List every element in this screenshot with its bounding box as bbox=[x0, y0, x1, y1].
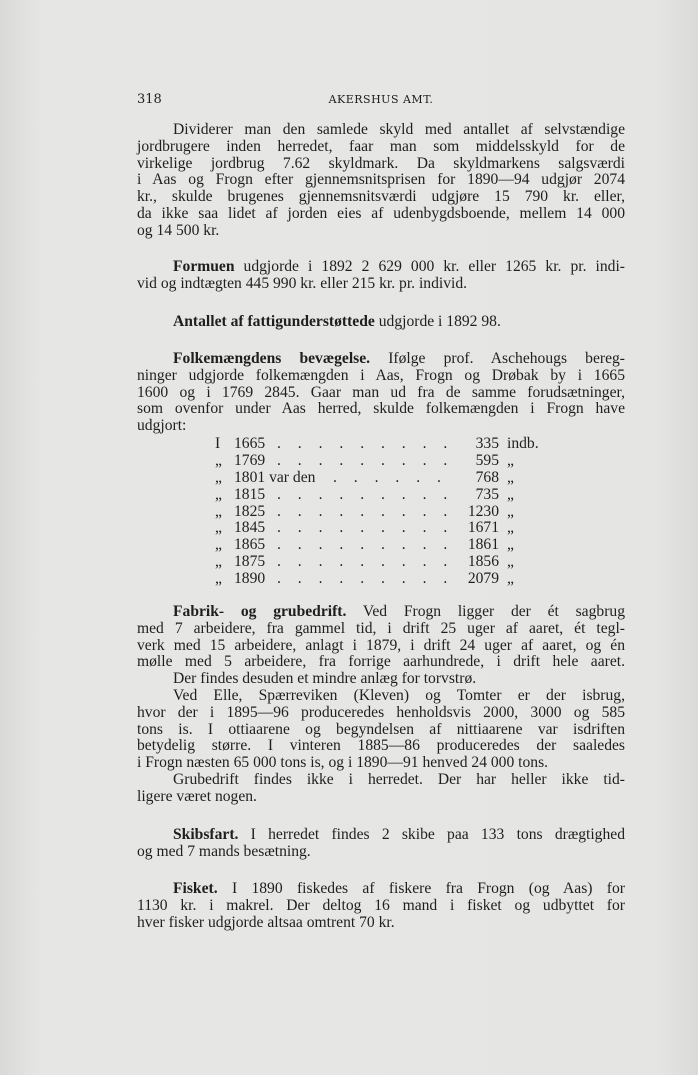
line-text: hvor der i 1895—96 produceredes henholdsvis 2000, 3000 og 585 bbox=[137, 703, 625, 721]
line-text: Ifølge prof. Aschehougs bereg- bbox=[370, 350, 625, 367]
leader-dots: . . . . . . . . . bbox=[277, 451, 454, 469]
paragraph-fisket bbox=[137, 881, 625, 931]
line-text: vid og indtægten 445 990 kr. eller 215 kr. pr. individ. bbox=[137, 274, 468, 292]
population-table bbox=[137, 436, 625, 588]
page-header bbox=[137, 92, 625, 110]
text-line bbox=[137, 738, 625, 755]
line-text: tons is. I ottiaarene og begyndelsen af nittiaarene var isdriften bbox=[137, 720, 625, 738]
text-line bbox=[137, 705, 625, 722]
line-text: mølle med 5 arbeidere, fra forrige aarhundrede, i drift hele aaret. bbox=[137, 653, 625, 671]
text-line bbox=[137, 206, 625, 223]
paragraph-skibsfart bbox=[137, 827, 625, 861]
population-value: 2079 bbox=[467, 570, 499, 588]
leader-dots: . . . . . . . . . bbox=[277, 519, 454, 537]
leader-dots: . . . . . . . . . bbox=[277, 536, 454, 554]
text-line bbox=[137, 621, 625, 638]
text-line bbox=[137, 139, 625, 156]
population-value: 1230 bbox=[467, 502, 499, 520]
line-text: og med 7 mands besætning. bbox=[137, 842, 311, 860]
text-line bbox=[137, 688, 625, 705]
unit-cell: „ bbox=[507, 536, 514, 554]
text-line bbox=[137, 368, 625, 385]
line-text: I herredet findes 2 skibe paa 133 tons drægtighed bbox=[238, 826, 625, 843]
line-text: virkelige jordbrug 7.62 skyldmark. Da skyldmarkens salgsværdi bbox=[137, 154, 625, 172]
paragraph-skyld bbox=[137, 122, 625, 240]
paragraph-formuen bbox=[137, 259, 625, 293]
leader-dots: . . . . . . . . . bbox=[277, 435, 454, 452]
ditto-mark: „ bbox=[215, 553, 222, 571]
line-text: Grubedrift findes ikke i herredet. Der har heller ikke tid- bbox=[173, 770, 625, 788]
ditto-mark: „ bbox=[215, 570, 222, 588]
text-line bbox=[137, 401, 625, 418]
table-row bbox=[137, 487, 625, 504]
text-line bbox=[137, 276, 625, 293]
population-value: 1861 bbox=[467, 536, 499, 554]
leader-dots: . . . . . . . . . bbox=[277, 570, 454, 588]
text-line bbox=[137, 223, 625, 240]
table-row bbox=[137, 453, 625, 470]
line-text: Der findes desuden et mindre anlæg for torvstrø. bbox=[173, 670, 477, 688]
year-cell: 1890 bbox=[234, 570, 266, 588]
line-text: udgjorde i 1892 2 629 000 kr. eller 1265 kr. pr. indi- bbox=[234, 258, 625, 275]
table-row bbox=[137, 520, 625, 537]
text-line bbox=[137, 755, 625, 772]
text-line bbox=[137, 638, 625, 655]
population-value: 1856 bbox=[467, 553, 499, 571]
unit-cell: „ bbox=[507, 570, 514, 588]
year-cell: 1665 bbox=[234, 435, 266, 452]
year-cell: 1825 bbox=[234, 502, 266, 520]
year-cell: 1769 bbox=[234, 451, 266, 469]
table-row bbox=[137, 571, 625, 588]
population-value: 335 bbox=[475, 435, 499, 452]
unit-cell: „ bbox=[507, 502, 514, 520]
text-line bbox=[137, 351, 625, 368]
leader-dots: . . . . . . . . . bbox=[277, 553, 454, 571]
section-heading: Antallet af fattigunderstøttede bbox=[173, 313, 375, 330]
text-line bbox=[137, 259, 625, 276]
table-row bbox=[137, 554, 625, 571]
ditto-mark: „ bbox=[215, 502, 222, 520]
ditto-mark: „ bbox=[215, 468, 222, 486]
line-text: udgjort: bbox=[137, 417, 187, 435]
text-line bbox=[137, 827, 625, 844]
leader-dots: . . . . . . . . . bbox=[277, 502, 454, 520]
line-text: med 7 arbeidere, fra gammel tid, i drift 25 uger af aaret, ét tegl- bbox=[137, 619, 625, 637]
text-line bbox=[137, 604, 625, 621]
text-line bbox=[137, 915, 625, 932]
line-text: Ved Elle, Spærreviken (Kleven) og Tomter er der isbrug, bbox=[173, 686, 625, 704]
paragraph-folkemaengde bbox=[137, 351, 625, 435]
line-text: verk med 15 arbeidere, anlagt i 1879, i drift 24 uger af aaret, og én bbox=[137, 636, 625, 654]
line-text: jordbrugere inden herredet, faar man som middelsskyld for de bbox=[137, 137, 625, 155]
page-number: 318 bbox=[137, 92, 162, 107]
text-line bbox=[137, 156, 625, 173]
text-line bbox=[137, 314, 625, 331]
paragraph-fabrik bbox=[137, 604, 625, 806]
ditto-mark: „ bbox=[215, 451, 222, 469]
year-cell: 1845 bbox=[234, 519, 266, 537]
ditto-mark: „ bbox=[215, 485, 222, 503]
text-line bbox=[137, 172, 625, 189]
unit-cell: „ bbox=[507, 485, 514, 503]
section-heading: Skibsfart. bbox=[173, 826, 239, 843]
table-row bbox=[137, 436, 625, 453]
ditto-mark: I bbox=[215, 435, 221, 452]
line-text: Dividerer man den samlede skyld med antallet af selvstændige bbox=[173, 121, 625, 138]
line-text: i Aas og Frogn efter gjennemsnitsprisen for 1890—94 udgjør 2074 bbox=[137, 171, 625, 189]
line-text: 1600 og i 1769 2845. Gaar man ud fra de samme forudsætninger, bbox=[137, 383, 625, 401]
unit-cell: „ bbox=[507, 451, 514, 469]
population-value: 768 bbox=[475, 468, 499, 486]
text-line bbox=[137, 671, 625, 688]
text-line bbox=[137, 654, 625, 671]
line-text: Ved Frogn ligger der ét sagbrug bbox=[346, 603, 625, 620]
line-text: ligere været nogen. bbox=[137, 787, 257, 805]
unit-cell: „ bbox=[507, 553, 514, 571]
line-text: betydelig større. I vinteren 1885—86 produceredes der saaledes bbox=[137, 737, 625, 755]
section-heading: Formuen bbox=[173, 258, 235, 275]
line-text: da ikke saa lidet af jorden eies af udenbygdsboende, mellem 14 000 bbox=[137, 204, 625, 222]
ditto-mark: „ bbox=[215, 536, 222, 554]
text-line bbox=[137, 122, 625, 139]
table-row bbox=[137, 537, 625, 554]
table-row bbox=[137, 504, 625, 521]
line-text: hver fisker udgjorde altsaa omtrent 70 kr. bbox=[137, 913, 395, 931]
text-line bbox=[137, 189, 625, 206]
line-text: kr., skulde brugenes gjennemsnitsværdi udgjøre 15 790 kr. eller, bbox=[137, 188, 625, 206]
population-value: 735 bbox=[475, 485, 499, 503]
year-cell: 1815 bbox=[234, 485, 266, 503]
text-line bbox=[137, 722, 625, 739]
year-cell: 1875 bbox=[234, 553, 266, 571]
section-heading: Folkemængdens bevægelse. bbox=[173, 350, 371, 367]
line-text: ninger udgjorde folkemængden i Aas, Frogn og Drøbak by i 1665 bbox=[137, 366, 625, 384]
text-line bbox=[137, 418, 625, 435]
year-cell: 1801 var den bbox=[234, 468, 316, 486]
unit-cell: „ bbox=[507, 468, 514, 486]
leader-dots: . . . . . . . . . bbox=[277, 485, 454, 503]
section-heading: Fabrik- og grubedrift. bbox=[173, 603, 347, 620]
unit-cell: indb. bbox=[507, 435, 539, 452]
line-text: som ovenfor under Aas herred, skulde folkemængden i Frogn have bbox=[137, 400, 625, 418]
year-cell: 1865 bbox=[234, 536, 266, 554]
running-title: AKERSHUS AMT. bbox=[328, 93, 434, 106]
line-text: 1130 kr. i makrel. Der deltog 16 mand i fisket og udbyttet for bbox=[137, 896, 625, 914]
text-line bbox=[137, 881, 625, 898]
line-text: i Frogn næsten 65 000 tons is, og i 1890—91 henved 24 000 tons. bbox=[137, 754, 549, 772]
population-value: 1671 bbox=[467, 519, 499, 537]
line-text: og 14 500 kr. bbox=[137, 221, 220, 239]
text-line bbox=[137, 789, 625, 806]
text-line bbox=[137, 385, 625, 402]
unit-cell: „ bbox=[507, 519, 514, 537]
section-heading: Fisket. bbox=[173, 880, 218, 897]
population-value: 595 bbox=[475, 451, 499, 469]
text-line bbox=[137, 844, 625, 861]
leader-dots: . . . . . . bbox=[333, 468, 448, 486]
line-text: udgjorde i 1892 98. bbox=[374, 313, 501, 330]
ditto-mark: „ bbox=[215, 519, 222, 537]
text-line bbox=[137, 772, 625, 789]
table-row bbox=[137, 470, 625, 487]
text-line bbox=[137, 898, 625, 915]
line-text: I 1890 fiskedes af fiskere fra Frogn (og Aas) for bbox=[217, 880, 625, 897]
paragraph-fattig bbox=[137, 314, 625, 331]
